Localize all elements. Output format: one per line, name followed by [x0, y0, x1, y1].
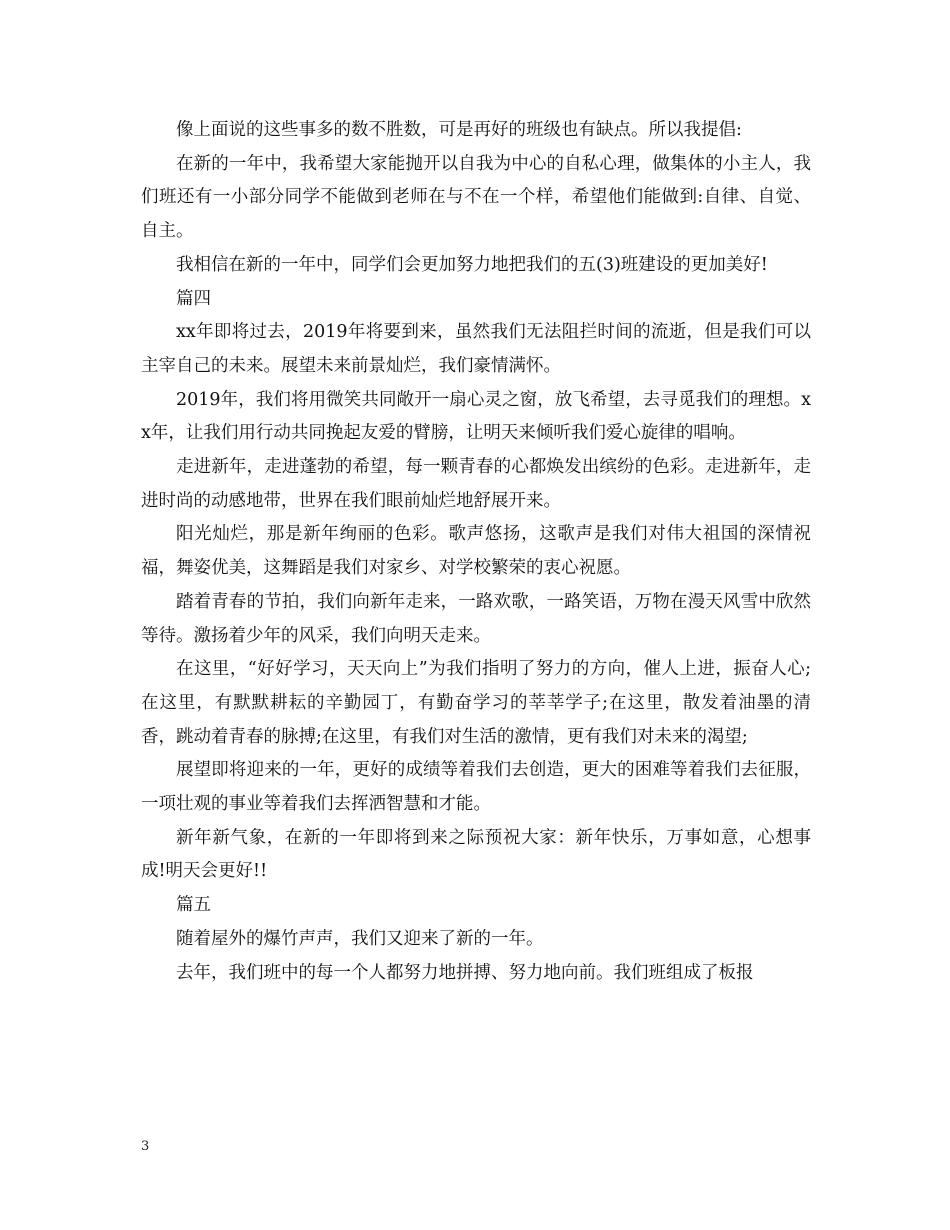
paragraph: 走进新年，走进蓬勃的希望，每一颗青春的心都焕发出缤纷的色彩。走进新年，走进时尚的动感地带，世界在我们眼前灿烂地舒展开来。: [141, 457, 811, 511]
paragraph: 像上面说的这些事多的数不胜数，可是再好的班级也有缺点。所以我提倡:: [176, 120, 742, 140]
paragraph: 阳光灿烂，那是新年绚丽的色彩。歌声悠扬，这歌声是我们对伟大祖国的深情祝福，舞姿优美，这舞蹈是我们对家乡、对学校繁荣的衷心祝愿。: [141, 524, 811, 579]
paragraph: 踏着青春的节拍，我们向新年走来，一路欢歌，一路笑语，万物在漫天风雪中欣然等待。激扬着少年的风采，我们向明天走来。: [141, 591, 811, 646]
paragraph: 2019年，我们将用微笑共同敞开一扇心灵之窗，放飞希望，去寻觅我们的理想。xx年，让我们用行动共同挽起友爱的臂膀，让明天来倾听我们爱心旋律的唱响。: [141, 389, 811, 444]
document-body: [141, 114, 811, 990]
paragraph: 我相信在新的一年中，同学们会更加努力地把我们的五(3)班建设的更加美好!: [176, 254, 768, 275]
paragraph: 新年新气象，在新的一年即将到来之际预祝大家：新年快乐，万事如意，心想事成!明天会更好!!: [141, 827, 811, 882]
paragraph: 去年，我们班中的每一个人都努力地拼搏、努力地向前。我们班组成了板报: [176, 962, 754, 983]
paragraph: 随着屋外的爆竹声声，我们又迎来了新的一年。: [176, 928, 544, 949]
page-number: 3: [141, 1139, 150, 1154]
paragraph: 在新的一年中，我希望大家能抛开以自我为中心的自私心理，做集体的小主人，我们班还有一小部分同学不能做到老师在与不在一个样，希望他们能做到:自律、自觉、自主。: [141, 153, 811, 242]
paragraph: xx年即将过去，2019年将要到来，虽然我们无法阻拦时间的流逝，但是我们可以主宰自己的未来。展望未来前景灿烂，我们豪情满怀。: [141, 322, 811, 376]
paragraph: 在这里，“好好学习，天天向上”为我们指明了努力的方向，催人上进，振奋人心;在这里，有默默耕耘的辛勤园丁，有勤奋学习的莘莘学子;在这里，散发着油墨的清香，跳动着青春的脉搏;在这里，有我们对生活的激情，更有我们对未来的渴望;: [141, 659, 811, 747]
section-heading: 篇四: [176, 288, 211, 309]
section-heading: 篇五: [176, 895, 211, 916]
paragraph: 展望即将迎来的一年，更好的成绩等着我们去创造，更大的困难等着我们去征服，一项壮观的事业等着我们去挥洒智慧和才能。: [141, 760, 811, 815]
